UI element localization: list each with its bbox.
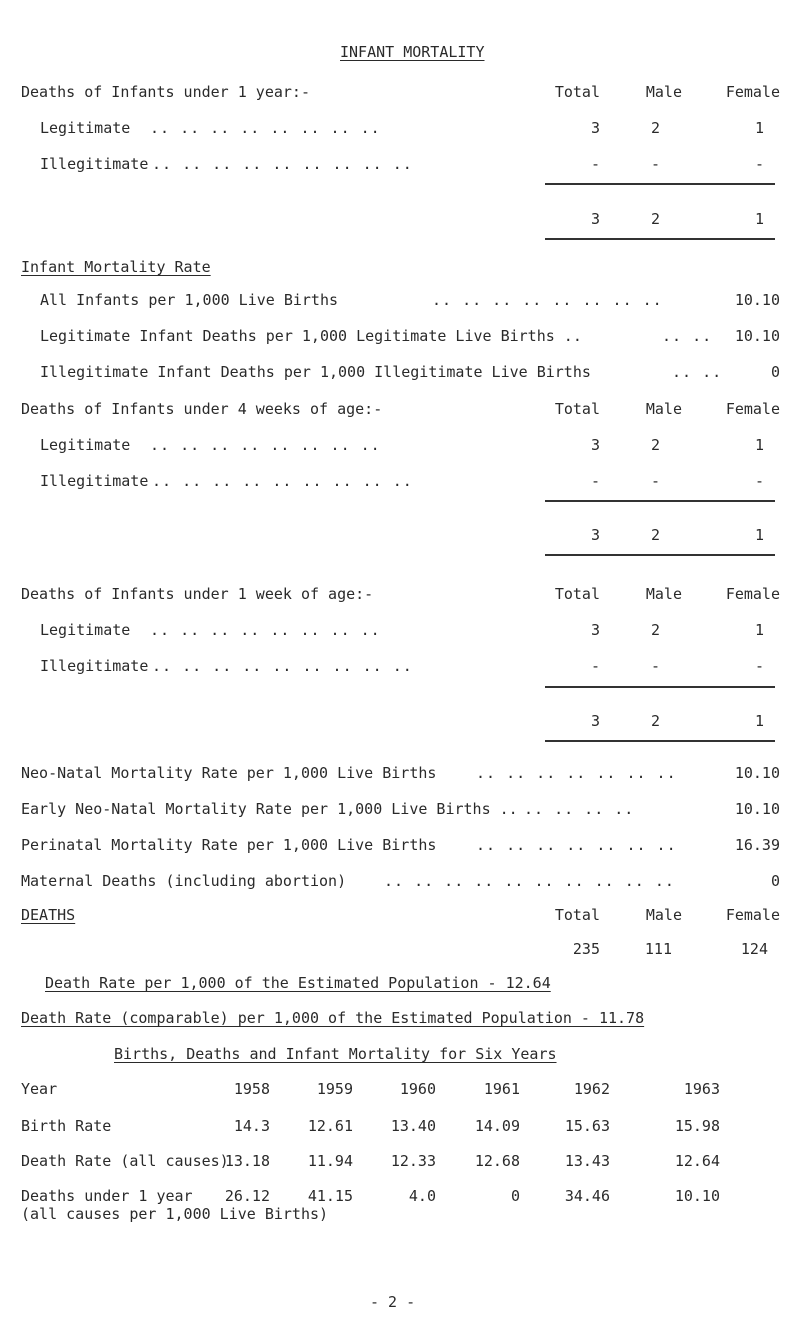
table-cell: 14.09: [474, 1117, 520, 1135]
death-rate-comparable-line: Death Rate (comparable) per 1,000 of the Estimated Population - 11.78: [21, 1009, 645, 1027]
col-female-header: Female: [725, 400, 780, 418]
under-1-year-heading: Deaths of Infants under 1 year:-: [21, 83, 310, 101]
col-male-header: Male: [645, 83, 682, 101]
imr-row-value: 10.10: [734, 327, 780, 345]
cell-male: -: [650, 472, 660, 490]
sum-rule: [545, 554, 775, 556]
deaths-female: 124: [740, 940, 768, 958]
table-cell: 12.61: [307, 1117, 353, 1135]
sum-female: 1: [754, 712, 764, 730]
cell-male: 2: [650, 621, 660, 639]
leader-dots: .. .. .. .. .. .. .. ..: [432, 291, 663, 309]
sum-total: 3: [590, 526, 600, 544]
table-cell: 12.68: [474, 1152, 520, 1170]
table-cell: 13.18: [224, 1152, 270, 1170]
rate-label: Maternal Deaths (including abortion): [21, 872, 347, 890]
cell-female: 1: [754, 621, 764, 639]
year-header: 1963: [683, 1080, 720, 1098]
cell-female: -: [754, 472, 764, 490]
table-cell: 11.94: [307, 1152, 353, 1170]
row-label-legitimate: Legitimate: [40, 621, 131, 639]
leader-dots: .. .. .. .. .. .. ..: [476, 764, 677, 782]
imr-row-value: 0: [770, 363, 780, 381]
table-cell: 4.0: [408, 1187, 436, 1205]
cell-male: -: [650, 657, 660, 675]
leader-dots: .. ..: [662, 327, 713, 345]
table-cell: 26.12: [224, 1187, 270, 1205]
cell-male: -: [650, 155, 660, 173]
leader-dots: .. .. .. .. .. .. .. .. ..: [152, 472, 413, 490]
sum-male: 2: [650, 712, 660, 730]
table-cell: 0: [510, 1187, 520, 1205]
leader-dots: .. .. .. .. .. .. ..: [476, 836, 677, 854]
table-cell: 41.15: [307, 1187, 353, 1205]
table-cell: 13.40: [390, 1117, 436, 1135]
imr-heading: Infant Mortality Rate: [21, 258, 211, 276]
leader-dots: .. .. .. ..: [524, 800, 635, 818]
table-row-label: Birth Rate: [21, 1117, 112, 1135]
sum-rule: [545, 238, 775, 240]
table-cell: 13.43: [564, 1152, 610, 1170]
row-label-illegitimate: Illegitimate: [40, 657, 149, 675]
imr-row-label: Illegitimate Infant Deaths per 1,000 Illegitimate Live Births: [40, 363, 591, 381]
table-cell: 34.46: [564, 1187, 610, 1205]
rate-label: Perinatal Mortality Rate per 1,000 Live Births: [21, 836, 437, 854]
table-cell: 12.64: [674, 1152, 720, 1170]
table-row-label: Deaths under 1 year: [21, 1187, 193, 1205]
leader-dots: .. .. .. .. .. .. .. ..: [150, 621, 381, 639]
sum-total: 3: [590, 210, 600, 228]
page-number: - 2 -: [370, 1293, 416, 1311]
year-header: 1962: [573, 1080, 610, 1098]
table-row-label: Death Rate (all causes): [21, 1152, 229, 1170]
col-female-header: Female: [725, 83, 780, 101]
cell-total: 3: [590, 436, 600, 454]
cell-female: -: [754, 657, 764, 675]
leader-dots: .. .. .. .. .. .. .. .. .. ..: [384, 872, 675, 890]
imr-row-label: All Infants per 1,000 Live Births: [40, 291, 339, 309]
table-cell: 15.63: [564, 1117, 610, 1135]
deaths-male: 111: [644, 940, 672, 958]
sum-female: 1: [754, 526, 764, 544]
imr-row-label: Legitimate Infant Deaths per 1,000 Legitimate Live Births ..: [40, 327, 582, 345]
sum-rule: [545, 686, 775, 688]
col-total-header: Total: [554, 400, 600, 418]
col-total-header: Total: [554, 906, 600, 924]
col-total-header: Total: [554, 585, 600, 603]
sum-rule: [545, 183, 775, 185]
death-rate-line: Death Rate per 1,000 of the Estimated Population - 12.64: [45, 974, 551, 992]
rate-label: Neo-Natal Mortality Rate per 1,000 Live Births: [21, 764, 437, 782]
col-male-header: Male: [645, 400, 682, 418]
year-header: 1958: [233, 1080, 270, 1098]
row-label-illegitimate: Illegitimate: [40, 472, 149, 490]
year-header: 1959: [316, 1080, 353, 1098]
row-label-illegitimate: Illegitimate: [40, 155, 149, 173]
rate-value: 16.39: [734, 836, 780, 854]
cell-total: 3: [590, 621, 600, 639]
leader-dots: .. .. .. .. .. .. .. .. ..: [152, 155, 413, 173]
sum-total: 3: [590, 712, 600, 730]
imr-row-value: 10.10: [734, 291, 780, 309]
rate-value: 10.10: [734, 800, 780, 818]
cell-total: -: [590, 155, 600, 173]
col-female-header: Female: [725, 585, 780, 603]
table-row-sublabel: (all causes per 1,000 Live Births): [21, 1205, 329, 1223]
cell-female: 1: [754, 119, 764, 137]
rate-value: 0: [770, 872, 780, 890]
col-male-header: Male: [645, 906, 682, 924]
leader-dots: .. ..: [672, 363, 723, 381]
row-label-legitimate: Legitimate: [40, 436, 131, 454]
cell-female: 1: [754, 436, 764, 454]
col-total-header: Total: [554, 83, 600, 101]
sum-male: 2: [650, 210, 660, 228]
leader-dots: .. .. .. .. .. .. .. ..: [150, 436, 381, 454]
leader-dots: .. .. .. .. .. .. .. ..: [150, 119, 381, 137]
table-header-label: Year: [21, 1080, 58, 1098]
under-1-week-heading: Deaths of Infants under 1 week of age:-: [21, 585, 374, 603]
table-cell: 12.33: [390, 1152, 436, 1170]
row-label-legitimate: Legitimate: [40, 119, 131, 137]
year-header: 1961: [483, 1080, 520, 1098]
table-cell: 15.98: [674, 1117, 720, 1135]
sum-female: 1: [754, 210, 764, 228]
table-cell: 14.3: [233, 1117, 270, 1135]
sum-rule: [545, 740, 775, 742]
col-male-header: Male: [645, 585, 682, 603]
leader-dots: .. .. .. .. .. .. .. .. ..: [152, 657, 413, 675]
cell-total: -: [590, 657, 600, 675]
cell-male: 2: [650, 436, 660, 454]
under-4-weeks-heading: Deaths of Infants under 4 weeks of age:-: [21, 400, 383, 418]
deaths-heading: DEATHS: [21, 906, 76, 924]
cell-total: 3: [590, 119, 600, 137]
cell-male: 2: [650, 119, 660, 137]
sum-rule: [545, 500, 775, 502]
sum-male: 2: [650, 526, 660, 544]
cell-female: -: [754, 155, 764, 173]
page-title: INFANT MORTALITY: [340, 43, 485, 61]
year-header: 1960: [399, 1080, 436, 1098]
col-female-header: Female: [725, 906, 780, 924]
table-cell: 10.10: [674, 1187, 720, 1205]
rate-value: 10.10: [734, 764, 780, 782]
deaths-total: 235: [572, 940, 600, 958]
six-years-heading: Births, Deaths and Infant Mortality for Six Years: [114, 1045, 557, 1063]
cell-total: -: [590, 472, 600, 490]
rate-label: Early Neo-Natal Mortality Rate per 1,000 Live Births ..: [21, 800, 518, 818]
